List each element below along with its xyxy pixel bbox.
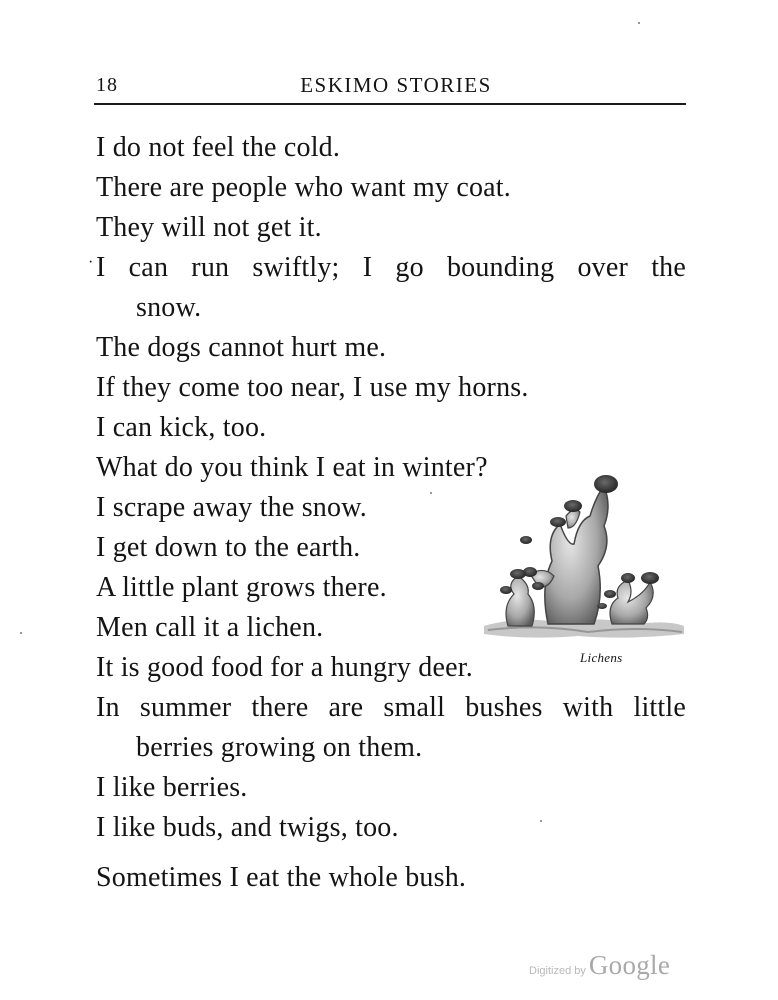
text-line: snow.	[136, 292, 202, 323]
lichens-illustration	[478, 466, 688, 644]
text-line: They will not get it.	[96, 212, 322, 243]
paper-speck	[430, 492, 432, 494]
header-rule	[94, 103, 686, 105]
text-line: I get down to the earth.	[96, 532, 361, 563]
page-number: 18	[96, 74, 118, 96]
text-line: It is good food for a hungry deer.	[96, 652, 473, 683]
paper-speck	[638, 22, 640, 24]
digitized-watermark	[529, 950, 670, 980]
text-line: In summer there are small bushes with little	[96, 692, 686, 723]
watermark-prefix: Digitized by	[529, 965, 586, 977]
figure-caption: Lichens	[580, 650, 623, 665]
text-line: The dogs cannot hurt me.	[96, 332, 387, 363]
text-line: If they come too near, I use my horns.	[96, 372, 529, 403]
text-line: Men call it a lichen.	[96, 612, 324, 643]
text-line: I do not feel the cold.	[96, 132, 341, 163]
paper-speck	[540, 820, 542, 822]
text-line: I can kick, too.	[96, 412, 267, 443]
text-line: A little plant grows there.	[96, 572, 387, 603]
text-line: What do you think I eat in winter?	[96, 452, 488, 483]
text-line: I scrape away the snow.	[96, 492, 368, 523]
text-line: Sometimes I eat the whole bush.	[96, 862, 467, 893]
paper-speck	[20, 632, 22, 634]
text-line: There are people who want my coat.	[96, 172, 511, 203]
text-line: I like berries.	[96, 772, 248, 803]
google-logo: Google	[588, 950, 671, 980]
text-line: berries growing on them.	[136, 732, 423, 763]
text-line: I can run swiftly; I go bounding over the	[96, 252, 686, 283]
text-line: I like buds, and twigs, too.	[96, 812, 399, 843]
stray-ink-mark: ·	[88, 254, 94, 271]
running-head: ESKIMO STORIES	[300, 73, 492, 97]
